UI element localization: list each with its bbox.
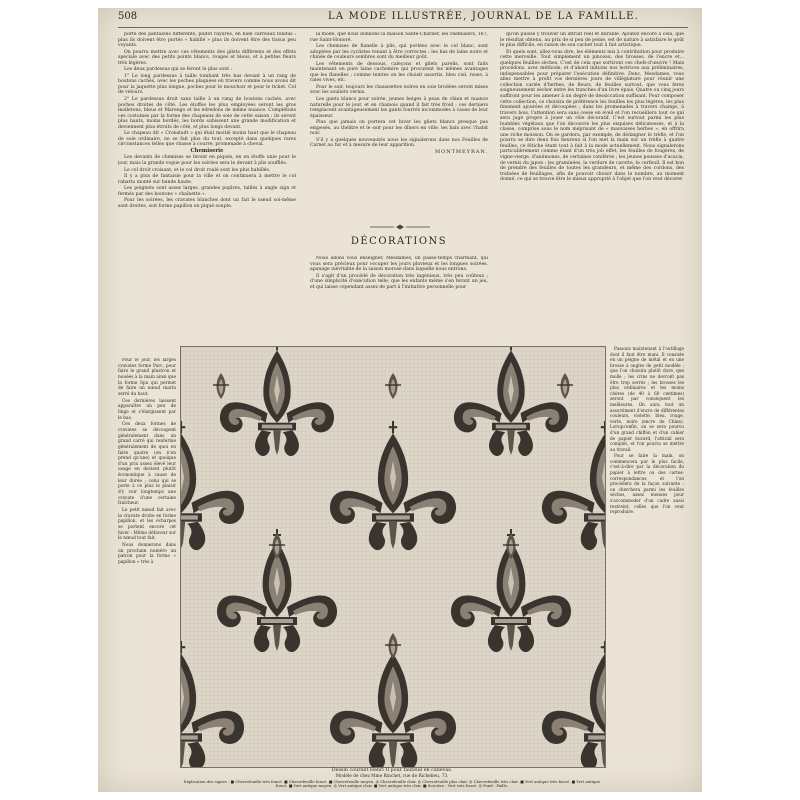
section-heading-decorations: DÉCORATIONS [350, 236, 448, 247]
paragraph: Passons maintenant à l'outillage dont il faut être muni. Il consiste en un peigne de métal et en une brosse à ongles de petit modèle ; que l'on choisira plutôt dure, que molle ; les crins ne devront pas être trop serrés ; les brosses les plus ordinaires et les moins chères (de 40 à 60 centimes) seront par conséquent les meilleures. On aura tout un assortiment d'encre de différentes couleurs, violette, bleu, rouge, verte, noire (encre de Chine). Lorsqu'enfin, on se sera pourvu d'un grand chiffon et d'un cahier de papier buvard, l'attirail sera complet, et l'on pourra se mettre au travail. [610, 346, 684, 452]
paragraph: Les vêtements de dessous, caleçons et gilets pareils, sont faits maintenant en pure laine cachemire qui procurent les mêmes avantages que les flanelles ; comme teintes on les choisit assortis, bleu ciel, roses, à raies vives, etc. [310, 61, 488, 84]
column-2 [310, 32, 488, 220]
author-signature: MONTMEYRAN. [434, 148, 488, 155]
paragraph: On pourra mettre avec ces vêtements des gilets différents et des effets spéciale avec des petits points blancs, rouges et bleus, et à petites fleurs très légères. [118, 49, 296, 66]
paragraph: Pour se faire la main, on commencera par le plus facile, c'est-à-dire par la décoration du papier à lettre ou des cartes-correspondances, et l'on procédera de la façon suivante : on cherchera parmi les feuilles sèches, assez menues pour s'accommoder d'un cadre aussi restreint, celles que l'on veut reproduire. [610, 453, 684, 515]
paragraph: Nous allons vous enseigner, Mesdames, un passe-temps charmant, qui vous sera précieux pour occuper les jours pluvieux et les longues soirées, apanage inévitable de la saison morose dans laquelle nous entrons. [310, 256, 488, 273]
narrow-column-left [118, 358, 176, 794]
running-title: LA MODE ILLUSTRÉE, JOURNAL DE LA FAMILLE. [328, 11, 640, 22]
caption-title: Dessin courant Henri II pour fauteuil en canevas. [331, 768, 453, 773]
paragraph: Les gants blancs pour soirée, jeunes beiges à peau de chien et nuance naturelle pour le jour, et en chamois quand il fait très froid ; ces derniers remplacent avantageusement les gants fourrés incommodes à cause de leur épaisseur. [310, 97, 488, 119]
paragraph: Pour le soir, toujours les chaussettes noires en soie brodées seront mises avec les souliers vernis. [310, 84, 488, 96]
paragraph: Pour le jour, les larges cravates forme Parc, pour faire le grand plastron et nouées à la main ainsi que la forme Spa qui permet de faire un nœud marin serré du haut. [118, 358, 176, 397]
paragraph: Nous donnerons dans un prochain numéro un patron pour la forme « papillon » très à [118, 543, 176, 565]
column-1 [118, 32, 296, 354]
paragraph: Le petit nœud fait avec la cravate droite en forme papillon, et les écharpes se portent encore cet hiver : Même défaveur sur le nœud tout fait. [118, 508, 176, 542]
paragraph: Les devants de chemises se feront en piqués, en en étoffe unie pour le jour, mais la grande vogue pour les soirées sera le devant à plis soufflés. [118, 155, 296, 167]
paragraph: 1° Le long pardessus à taille tombant très bas devant à un rang de boutons cachés, avec les poches plaquées en travers comme nous avons dit pour la jaquette plus longue, poches pour le mouchoir et pour le ticket. Col de velours. [118, 73, 296, 96]
paragraph: Pour les soirées, les cravates blanches dont un fait le nœud soi-même sont droites, soit forme papillon en piqué souple. [118, 198, 296, 209]
paragraph: 2° Le pardessus droit sans taille à un rang de boutons cachés, avec poches droites de côté. Les étoffes les plus employées seront les gros molletons, bleus et Marengo et les édredons de même nuance. Complétons ces costumes par la forme des chapeaux de soie de cette saison : ils seront plus hauts, moins bordés, les bords subissent une grande modification et deviennent plus étroits de côté, et plus longs devant. [118, 97, 296, 130]
paragraph: la mode, que nous donnons la maison Sante-Charlier, les chemisiers, 167, rue Saint-Honoré. [310, 32, 488, 43]
page-header [118, 11, 688, 28]
column-3 [500, 32, 684, 352]
paragraph: Il y a plus de fantaisie pour la ville et on continuera à mettre le col rabattu monté sur bande haute. [118, 174, 296, 185]
paragraph: S'il y a quelques nouveautés nous les signalerons dans nos Feuilles de Carnet au fur et à mesure de leur apparition. [310, 137, 488, 149]
paragraph: porte des pantalons différents, plutôt rayures, en bien carreaux fondus : plus ils doivent être portés « habillé » plus ils doivent être des tissus peu voyants. [118, 32, 296, 49]
paragraph: Et quels sont, allez-vous dire, les éléments mis à contribution pour produire cette merveille. Tout simplement un pinceau, des brosses, de l'encre et... quelques feuilles sèches. C'est de cela que sortiront ces chefs-d'œuvre ! Mais procédons, avec méthode, et d'abord initions nos lectrices aux préliminaires, indispensables pour préparer l'exécution définitive. Donc, Mesdames, vous allez mettre à profit vos dernières jours de villégiature pour réunir une collection variée d'herbes, de fleurs, de feuilles surtout, que vous ferez soigneusement sécher entre les tranches d'un livre épais. Quatre ou cinq jours suffiront pour les amener à un degré de dessiccation suffisant. Pour composer cette collection, ce choisira de préférence les feuilles les plus légères, les plus finement ajourées et découpées ; dans les promenades à travers champs, à travers bois, l'attention sera sans cesse en éveil et l'on recueillera tout ce qui sera jugé propre à jouer un rôle décoratif. C'est surtout parmi les plus humbles végétaux que l'on découvre les plus exquises délicatesses, et à la classe, comprise sous le nom méprisant de « mauvaises herbes », en offrira une riche moisson. On se gardera, par exemple, de dédaigner le trèfle, et l'on pourra se dire deux fois heureux si l'on met la main sur un trèfle à quatre feuilles, ce fétiche étant tout à fait à la mode actuellement. Nous signalerons particulièrement comme étant d'un très joli effet, les feuilles de fougères, de vigne-vierge, d'anémones, de certaines conifères ; les jeunes pousses d'acacia, de vernis du japon ; les graminées, la verdure de carotte, le cerfeuil. Il est bon de prendre des feuilles de toutes les grandeurs, et même des cordons, des traînées de feuillages, afin de pouvoir choisir dans le nombre, au moment donné, ce qui se trouve être le mieux approprié à l'objet que l'on veut décorer. [500, 49, 684, 183]
column-2-continued [310, 256, 488, 348]
ornamental-rule [370, 224, 430, 230]
paragraph: Le col droit croisant, et le col droit roulé sont les plus habillés. [124, 167, 271, 173]
paragraph: Ces dernières laissent apparaître un peu de linge et s'élargissent par le bas. [118, 398, 176, 421]
subhead-chemiserie: Chemiserie [190, 147, 224, 154]
paragraph: Ces deux formes de cravates se découpent généralement dans un grand carré qui renferme généralement de quoi en faire quatre (on n'en prend qu'une) et quoique d'un prix assez élevé leur usage en devient plutôt économique à cause de leur durée ; celui qui se porte à ce plus le plaisir d'y voir longtemps une cravate d'une certaine fraîcheur. [118, 422, 176, 507]
figure-caption [180, 768, 604, 789]
canvas-pattern-figure [180, 346, 606, 768]
page-number: 508 [118, 11, 138, 22]
narrow-column-right [610, 346, 684, 786]
caption-model-credit: Modèle de chez Mme Rinchet, rue de Richelieu, 73. [335, 774, 449, 779]
paragraph: Le chapeau dit « Cronstadt » qui était moitié moins haut que le chapeau de soie ordinaire, ne se fait plus du tout, excepté dans quelques rares circonstances telles que chasse à courre, promenade à cheval. [118, 131, 296, 148]
paragraph: Il s'agit d'un procédé de décoration très ingénieux, très peu coûteux ; d'une simplicité d'exécution telle, que les enfants même s'en feront un jeu, et qui laisse cependant assez de part à l'initiative personnelle pour [310, 273, 488, 290]
paragraph: Les poignets sont assez larges, grandes piqûres, taillés à angle sign et fermés par des boutons « chaînette ». [118, 186, 296, 197]
paragraph: Les deux pardessus qui se feront le plus sont : [124, 67, 233, 73]
paragraph: qu'on puisse y trouver un attrait réel et durable. Ajoutez encore à cela, que le résultat obtenu, au prix de si peu de peine, est de nature à satisfaire le goût le plus difficile, en raison de son cachet tout à fait artistique. [500, 32, 684, 49]
paragraph: Les chemises de flanelle à plis, qui portées avec le col blanc, sont adoptées par les cyclistes tenant à être correctes : les bas de laine noire et chinée de couleurs sombres sont du meilleur goût. [310, 44, 488, 61]
caption-legend: Explication des signes : ■ Chevrefeuille très foncé. ■ Chevrefeuille foncé. ■ Chevrefeuille moyen. ◎ Chevrefeuille clair. ◎ Chevrefeuille plus clair. ◎ Chevrefeuille très clair. ■ Vert antique très foncé. ■ Vert antique foncé. ■ Vert antique moyen. ◎ Vert antique clair. ■ Vert antique très clair. ■ Sorcière : Vert très foncé. ◎ Fond : Paille. [183, 778, 601, 789]
paragraph: Plus que jamais on portera cet hiver les gilets blancs presque pas empesés, au théâtre et le soir pour les dîners en ville, les bals avec l'habit noir. [310, 120, 488, 137]
fleur-de-lis-pattern [181, 347, 605, 767]
